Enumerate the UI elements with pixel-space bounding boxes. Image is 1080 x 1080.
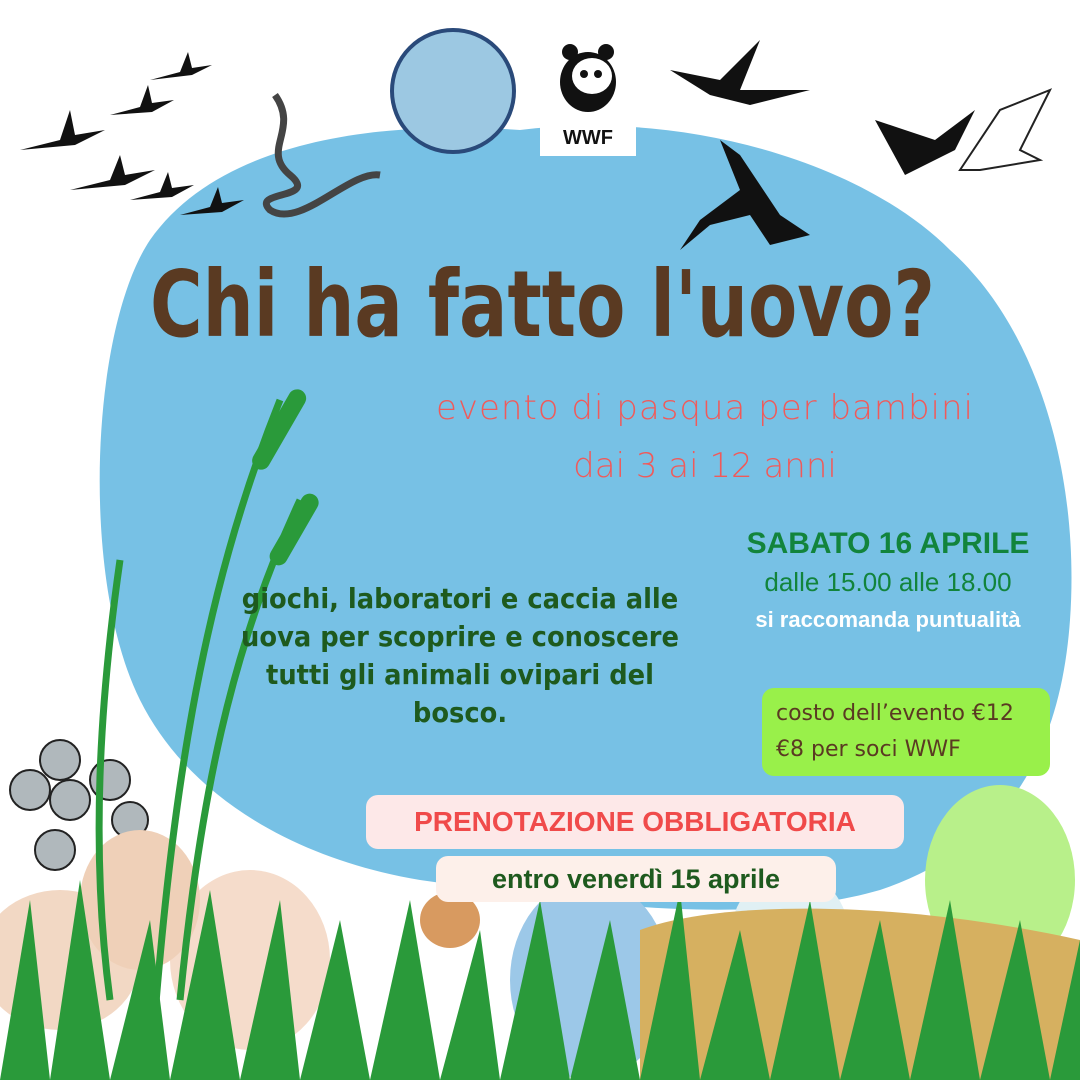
subtitle: evento di pasqua per bambini bbox=[435, 388, 975, 428]
page-title: Chi ha fatto l'uovo? bbox=[150, 251, 936, 358]
event-date: SABATO 16 APRILE bbox=[746, 527, 1030, 560]
cost-box bbox=[762, 688, 1050, 776]
event-description: giochi, laboratori e caccia alle uova per scoprire e conoscere tutti gli animali ovipari del bosco. bbox=[241, 582, 679, 729]
punctuality-note: si raccomanda puntualità bbox=[755, 607, 1021, 632]
centro-educazione-ambientale-logo bbox=[390, 28, 516, 154]
watercolor-blob bbox=[100, 126, 1072, 910]
booking-required: PRENOTAZIONE OBBLIGATORIA bbox=[366, 795, 904, 849]
cost-members: €8 per soci WWF bbox=[776, 737, 961, 762]
event-time: dalle 15.00 alle 18.00 bbox=[764, 567, 1012, 597]
wwf-logo-text: WWF bbox=[563, 127, 613, 149]
panda-icon bbox=[540, 38, 636, 118]
age-range: dai 3 ai 12 anni bbox=[573, 446, 837, 486]
seagull-icon bbox=[960, 90, 1050, 170]
wwf-logo bbox=[540, 38, 636, 156]
booking-deadline: entro venerdì 15 aprile bbox=[436, 856, 836, 902]
cost-standard: costo dell’evento €12 bbox=[776, 701, 1014, 726]
